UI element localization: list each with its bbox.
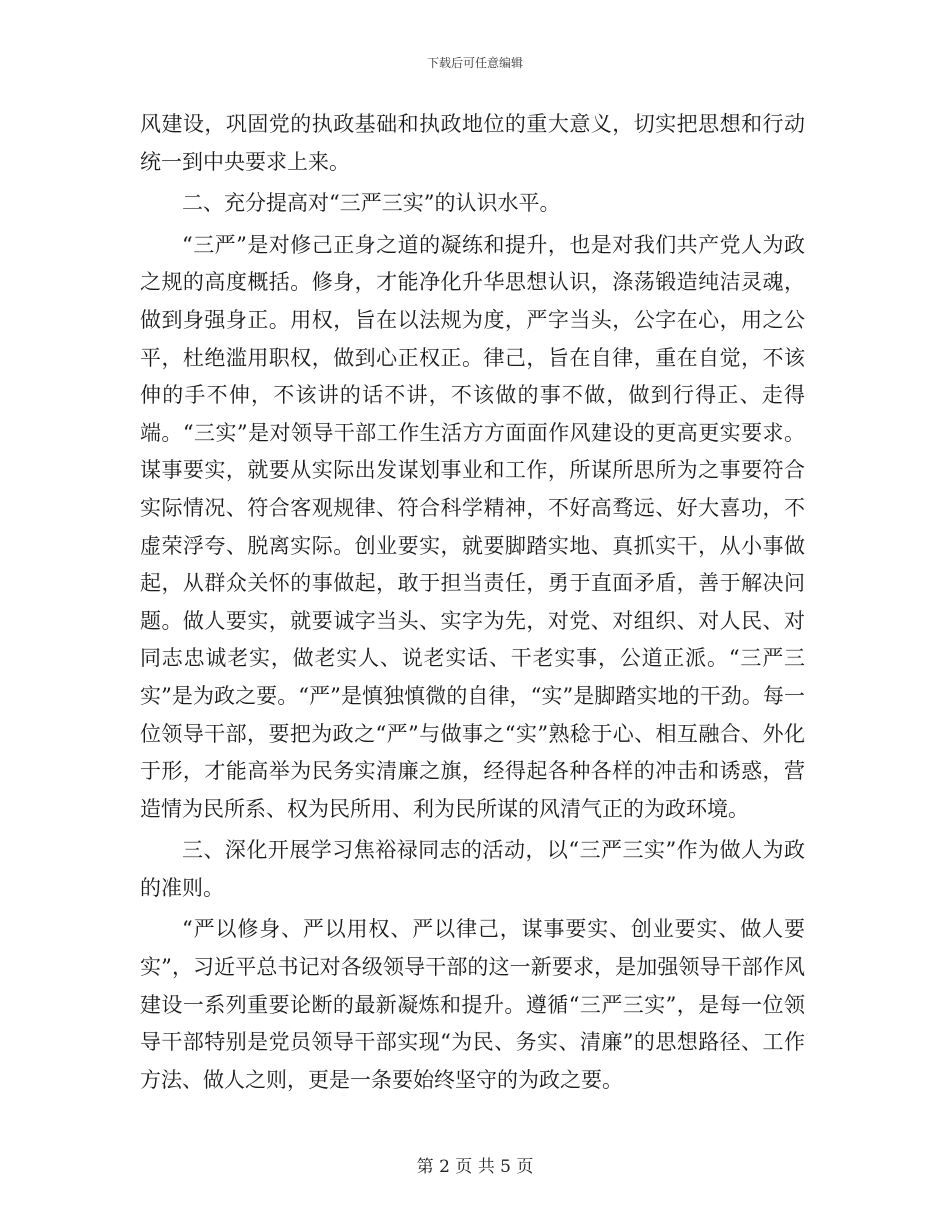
document-body (140, 106, 805, 1099)
paragraph: 风建设，巩固党的执政基础和执政地位的重大意义，切实把思想和行动统一到中央要求上来。 (140, 112, 805, 174)
page-number-footer: 第 2 页 共 5 页 (416, 1157, 534, 1177)
section-heading: 二、充分提高对“三严三实”的认识水平。 (182, 191, 561, 216)
paragraph: “严以修身、严以用权、严以律己，谋事要实、创业要实、做人要实”，习近平总书记对各级领导干部的这一新要求，是加强领导干部作风建设一系列重要论断的最新凝炼和提升。遵循“三严三实”，是每一位领导干部特别是党员领导干部实现“为民、务实、清廉”的思想路径、工作方法、做人之则，更是一条要始终坚守的为政之要。 (140, 917, 805, 1092)
section-heading: 三、深化开展学习焦裕禄同志的活动，以“三严三实”作为做人为政的准则。 (140, 838, 805, 900)
page-header: 下载后可任意编辑 (426, 56, 523, 70)
paragraph: “三严”是对修己正身之道的凝练和提升，也是对我们共产党人为政之规的高度概括。修身，才能净化升华思想认识，涤荡锻造纯洁灵魂，做到身强身正。用权，旨在以法规为度，严字当头，公字在心，用之公平，杜绝滥用职权，做到心正权正。律己，旨在自律，重在自觉，不该伸的手不伸，不该讲的话不讲，不该做的事不做，做到行得正、走得端。“三实”是对领导干部工作生活方方面面作风建设的更高更实要求。谋事要实，就要从实际出发谋划事业和工作，所谋所思所为之事要符合实际情况、符合客观规律、符合科学精神，不好高骛远、好大喜功，不虚荣浮夸、脱离实际。创业要实，就要脚踏实地、真抓实干，从小事做起，从群众关怀的事做起，敢于担当责任，勇于直面矛盾，善于解决问题。做人要实，就要诚字当头、实字为先，对党、对组织、对人民、对同志忠诚老实，做老实人、说老实话、干老实事，公道正派。“三严三实”是为政之要。“严”是慎独慎微的自律，“实”是脚踏实地的干劲。每一位领导干部，要把为政之“严”与做事之“实”熟稔于心、相互融合、外化于形，才能高举为民务实清廉之旗，经得起各种各样的冲击和诱惑，营造情为民所系、权为民所用、利为民所谋的风清气正的为政环境。 (140, 232, 805, 821)
